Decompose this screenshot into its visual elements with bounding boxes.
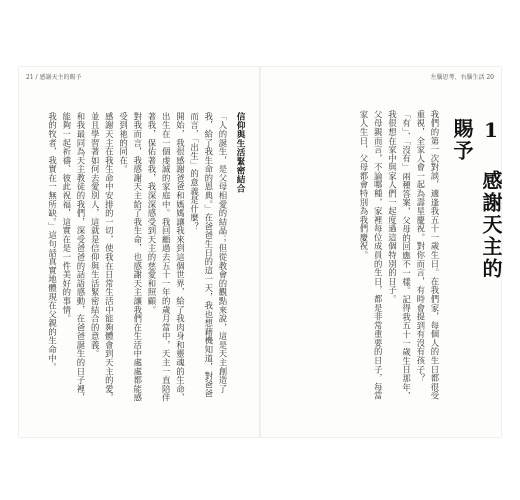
book-gutter (259, 66, 261, 438)
left-running-header: 21 / 感謝天主的賜予 (26, 74, 82, 81)
chapter-title: 1 感謝天主的賜予 (450, 118, 503, 280)
section-subheading: 信仰與生活緊密結合 (235, 112, 245, 193)
left-paragraph-2: 開始，我很感謝爸爸和媽媽讓我來到這個世界，給了我肉身和靈魂的生命，出生在一個虔誠的家庭中。我回顧過去五十一年的歲月當中，天主一直陪伴著我，保佑著我，我深深感受到天主的慈愛和照顧。 (146, 112, 186, 403)
right-running-header: 左腦思考、右腦生活 20 (430, 74, 494, 81)
left-page-body (34, 112, 230, 406)
left-paragraph-1: 「人的誕生，是父母相愛的結晶；但從教會的觀點來說，這是天主創造了我，給了我生命的恩典。」在爸爸生日的這一天，我也想藉機知道，對爸爸而言，「出生」的意義是什麼？ (189, 112, 228, 398)
right-paragraph-1: 我們的第一次對談，適逢我五十一歲生日。在我們家，每個人的生日都很受重視，全家人會一起為壽星慶祝。對你而言，有時會提到有沒有孩子？「有」、「沒有」兩種答案，父母的回應不一樣。記得我五十一歲生日那年，我很想在家中與家人們一起度過這個特別的日子。 (387, 110, 440, 401)
left-paragraph-3: 對我而言，我感謝天主給了我生命，也感謝天主讓我們在生活中處處都能感受到祂的同在。 (118, 112, 143, 403)
left-paragraph-4: 感謝天主在我生命中安排的一切，使我在日常生活中能夠體會到天主的愛，並且學習著如何去愛別人，這就是信仰與生活緊密結合的意義。 (90, 112, 115, 403)
right-paragraph-2: 父母親而言，不論哪種，家裡每位成員的生日，都是非常重要的日子，每當家人生日，父母都會特別為我們慶祝。 (358, 110, 384, 401)
right-page-body (286, 110, 442, 406)
left-paragraph-6: 我的牧者，我實在一無所缺。」這句話真實地體現在父親的生命中。 (47, 112, 58, 372)
left-paragraph-5: 和我最同為天主教徒的我們，深受爸爸的話語感動，在爸爸誕生的日子裡，能夠一起祈禱、彼此祝福，這實在是一件美好的事情。 (61, 112, 86, 403)
